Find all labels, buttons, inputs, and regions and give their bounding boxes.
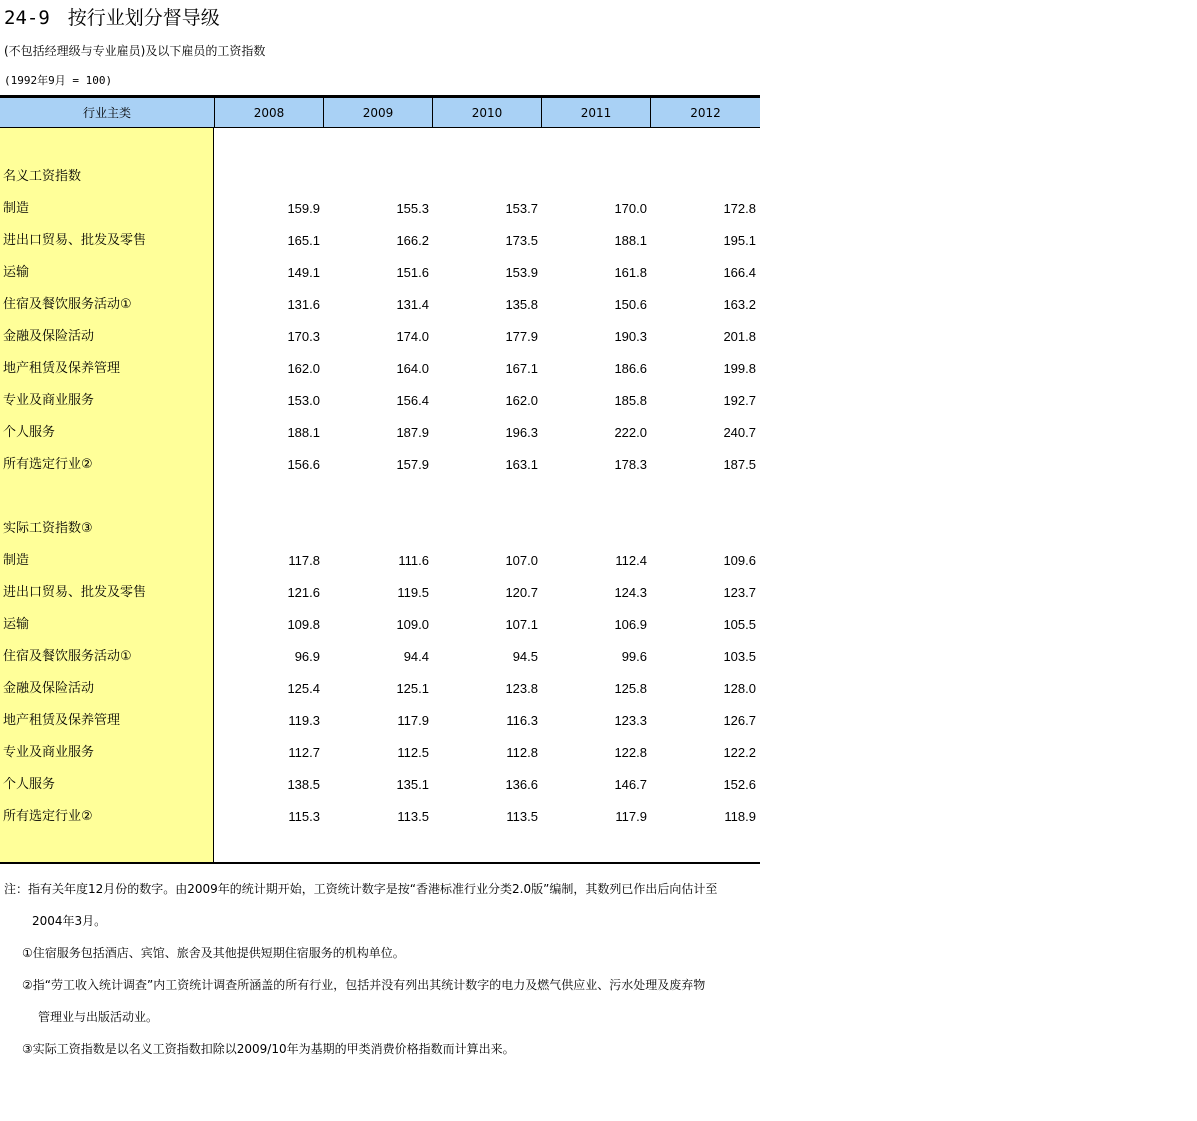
note-2: ②指“劳工收入统计调查”内工资统计调查所涵盖的所有行业，包括并没有列出其统计数字的电力及燃气供应业、污水处理及废弃物: [22, 978, 706, 992]
value-cell-2010: 173.5: [505, 233, 538, 248]
value-cell-2008: 131.6: [287, 297, 320, 312]
value-cell-2011: 178.3: [614, 457, 647, 472]
value-cell-2009: 135.1: [396, 777, 429, 792]
section-label: 实际工资指数③: [3, 521, 93, 536]
value-cell-2012: 103.5: [723, 649, 756, 664]
value-cell-2010: 163.1: [505, 457, 538, 472]
value-cell-2012: 192.7: [723, 393, 756, 408]
value-cell-2008: 149.1: [287, 265, 320, 280]
table-row: [0, 193, 760, 225]
value-cell-2010: 162.0: [505, 393, 538, 408]
value-cell-2009: 111.6: [398, 553, 429, 568]
value-cell-2009: 164.0: [396, 361, 429, 376]
header-2008: 2008: [215, 98, 324, 128]
value-cell-2012: 123.7: [723, 585, 756, 600]
row-label: 制造: [3, 201, 30, 216]
section-heading-real: [0, 513, 760, 545]
row-label: 制造: [3, 553, 30, 568]
title-text: 按行业划分督导级: [67, 7, 220, 29]
note-main: 注：指有关年度12月份的数字。由2009年的统计期开始，工资统计数字是按“香港标准行业分类2.0版”编制，其数列已作出后向估计至: [4, 882, 718, 896]
value-cell-2011: 117.9: [615, 809, 647, 824]
row-label: 个人服务: [3, 425, 56, 440]
value-cell-2012: 122.2: [723, 745, 756, 760]
value-cell-2010: 107.0: [505, 553, 538, 568]
value-cell-2010: 112.8: [506, 745, 538, 760]
row-label: 金融及保险活动: [3, 329, 95, 344]
value-cell-2011: 99.6: [621, 649, 647, 664]
value-cell-2012: 163.2: [723, 297, 756, 312]
value-cell-2010: 107.1: [505, 617, 538, 632]
value-cell-2010: 123.8: [505, 681, 538, 696]
note-main-cont: 2004年3月。: [32, 914, 107, 928]
row-label: 地产租赁及保养管理: [3, 713, 121, 728]
value-cell-2010: 113.5: [506, 809, 538, 824]
value-cell-2011: 146.7: [614, 777, 647, 792]
value-cell-2012: 109.6: [723, 553, 756, 568]
row-label: 所有选定行业②: [3, 809, 93, 824]
value-cell-2011: 170.0: [614, 201, 647, 216]
value-cell-2012: 201.8: [723, 329, 756, 344]
row-label: 地产租赁及保养管理: [3, 361, 121, 376]
value-cell-2012: 199.8: [723, 361, 756, 376]
table-row: [0, 385, 760, 417]
row-label: 专业及商业服务: [3, 745, 95, 760]
table-bottom-border: [0, 862, 760, 864]
value-cell-2011: 190.3: [614, 329, 647, 344]
table-row: [0, 609, 760, 641]
table-row: [0, 641, 760, 673]
value-cell-2012: 105.5: [723, 617, 756, 632]
table-row: [0, 353, 760, 385]
table-header: [0, 95, 760, 128]
table-row: [0, 545, 760, 577]
value-cell-2012: 187.5: [723, 457, 756, 472]
value-cell-2011: 124.3: [614, 585, 647, 600]
value-cell-2009: 94.4: [403, 649, 429, 664]
value-cell-2010: 153.9: [505, 265, 538, 280]
row-label: 所有选定行业②: [3, 457, 93, 472]
value-cell-2010: 167.1: [505, 361, 538, 376]
section-label: 名义工资指数: [3, 169, 82, 184]
value-cell-2011: 222.0: [614, 425, 647, 440]
value-cell-2011: 161.8: [614, 265, 647, 280]
value-cell-2012: 126.7: [723, 713, 756, 728]
subtitle: (不包括经理级与专业雇员)及以下雇员的工资指数: [4, 44, 266, 58]
value-cell-2008: 165.1: [287, 233, 320, 248]
note-3: ③实际工资指数是以名义工资指数扣除以2009/10年为基期的甲类消费价格指数而计算出来。: [22, 1042, 515, 1056]
value-cell-2009: 113.5: [397, 809, 429, 824]
value-cell-2010: 177.9: [505, 329, 538, 344]
value-cell-2010: 136.6: [505, 777, 538, 792]
header-2010: 2010: [433, 98, 542, 128]
table-row: [0, 673, 760, 705]
value-cell-2010: 153.7: [505, 201, 538, 216]
row-label: 进出口贸易、批发及零售: [3, 233, 147, 248]
note-2-cont: 管理业与出版活动业。: [38, 1010, 159, 1024]
value-cell-2008: 159.9: [287, 201, 320, 216]
value-cell-2012: 166.4: [723, 265, 756, 280]
value-cell-2010: 94.5: [512, 649, 538, 664]
value-cell-2008: 170.3: [287, 329, 320, 344]
header-2011: 2011: [542, 98, 651, 128]
value-cell-2009: 119.5: [397, 585, 429, 600]
value-cell-2008: 121.6: [287, 585, 320, 600]
row-label: 住宿及餐饮服务活动①: [3, 297, 132, 312]
value-cell-2011: 125.8: [614, 681, 647, 696]
base-period-note: (1992年9月 = 100): [4, 74, 113, 87]
value-cell-2008: 115.3: [288, 809, 320, 824]
row-label: 运输: [3, 265, 30, 280]
value-cell-2010: 135.8: [505, 297, 538, 312]
value-cell-2009: 117.9: [397, 713, 429, 728]
table-row: [0, 417, 760, 449]
header-2012: 2012: [651, 98, 760, 128]
value-cell-2008: 117.8: [288, 553, 320, 568]
value-cell-2012: 118.9: [724, 809, 756, 824]
value-cell-2009: 157.9: [396, 457, 429, 472]
value-cell-2010: 120.7: [505, 585, 538, 600]
page-title: [4, 6, 220, 30]
value-cell-2011: 106.9: [614, 617, 647, 632]
value-cell-2008: 125.4: [287, 681, 320, 696]
value-cell-2008: 188.1: [287, 425, 320, 440]
table-row: [0, 769, 760, 801]
value-cell-2008: 109.8: [287, 617, 320, 632]
value-cell-2010: 196.3: [505, 425, 538, 440]
table-row: [0, 225, 760, 257]
value-cell-2009: 174.0: [396, 329, 429, 344]
value-cell-2008: 138.5: [287, 777, 320, 792]
table-row: [0, 705, 760, 737]
table-row: [0, 289, 760, 321]
value-cell-2011: 112.4: [615, 553, 647, 568]
value-cell-2011: 188.1: [614, 233, 647, 248]
value-cell-2008: 156.6: [287, 457, 320, 472]
row-label: 金融及保险活动: [3, 681, 95, 696]
value-cell-2009: 155.3: [396, 201, 429, 216]
value-cell-2009: 131.4: [396, 297, 429, 312]
value-cell-2011: 185.8: [614, 393, 647, 408]
value-cell-2011: 186.6: [614, 361, 647, 376]
value-cell-2009: 109.0: [396, 617, 429, 632]
table-row: [0, 801, 760, 833]
value-cell-2012: 240.7: [723, 425, 756, 440]
table-row: [0, 321, 760, 353]
value-cell-2009: 187.9: [396, 425, 429, 440]
value-cell-2008: 96.9: [294, 649, 320, 664]
value-cell-2011: 122.8: [614, 745, 647, 760]
value-cell-2011: 150.6: [614, 297, 647, 312]
value-cell-2012: 195.1: [723, 233, 756, 248]
value-cell-2009: 156.4: [396, 393, 429, 408]
header-2009: 2009: [324, 98, 433, 128]
row-label: 进出口贸易、批发及零售: [3, 585, 147, 600]
row-label: 住宿及餐饮服务活动①: [3, 649, 132, 664]
value-cell-2012: 172.8: [723, 201, 756, 216]
value-cell-2008: 153.0: [287, 393, 320, 408]
row-label: 运输: [3, 617, 30, 632]
value-cell-2008: 162.0: [287, 361, 320, 376]
value-cell-2008: 112.7: [288, 745, 320, 760]
value-cell-2008: 119.3: [288, 713, 320, 728]
value-cell-2012: 152.6: [723, 777, 756, 792]
table-row: [0, 257, 760, 289]
note-1: ①住宿服务包括酒店、宾馆、旅舍及其他提供短期住宿服务的机构单位。: [22, 946, 405, 960]
value-cell-2011: 123.3: [614, 713, 647, 728]
row-label: 个人服务: [3, 777, 56, 792]
section-heading-nominal: [0, 161, 760, 193]
value-cell-2009: 166.2: [396, 233, 429, 248]
value-cell-2009: 112.5: [397, 745, 429, 760]
value-cell-2009: 125.1: [396, 681, 429, 696]
table-row: [0, 737, 760, 769]
value-cell-2009: 151.6: [396, 265, 429, 280]
value-cell-2012: 128.0: [723, 681, 756, 696]
value-cell-2010: 116.3: [506, 713, 538, 728]
table-number: 24-9: [4, 7, 50, 29]
row-label: 专业及商业服务: [3, 393, 95, 408]
table-row: [0, 449, 760, 481]
header-industry: 行业主类: [0, 98, 215, 128]
table-row: [0, 577, 760, 609]
